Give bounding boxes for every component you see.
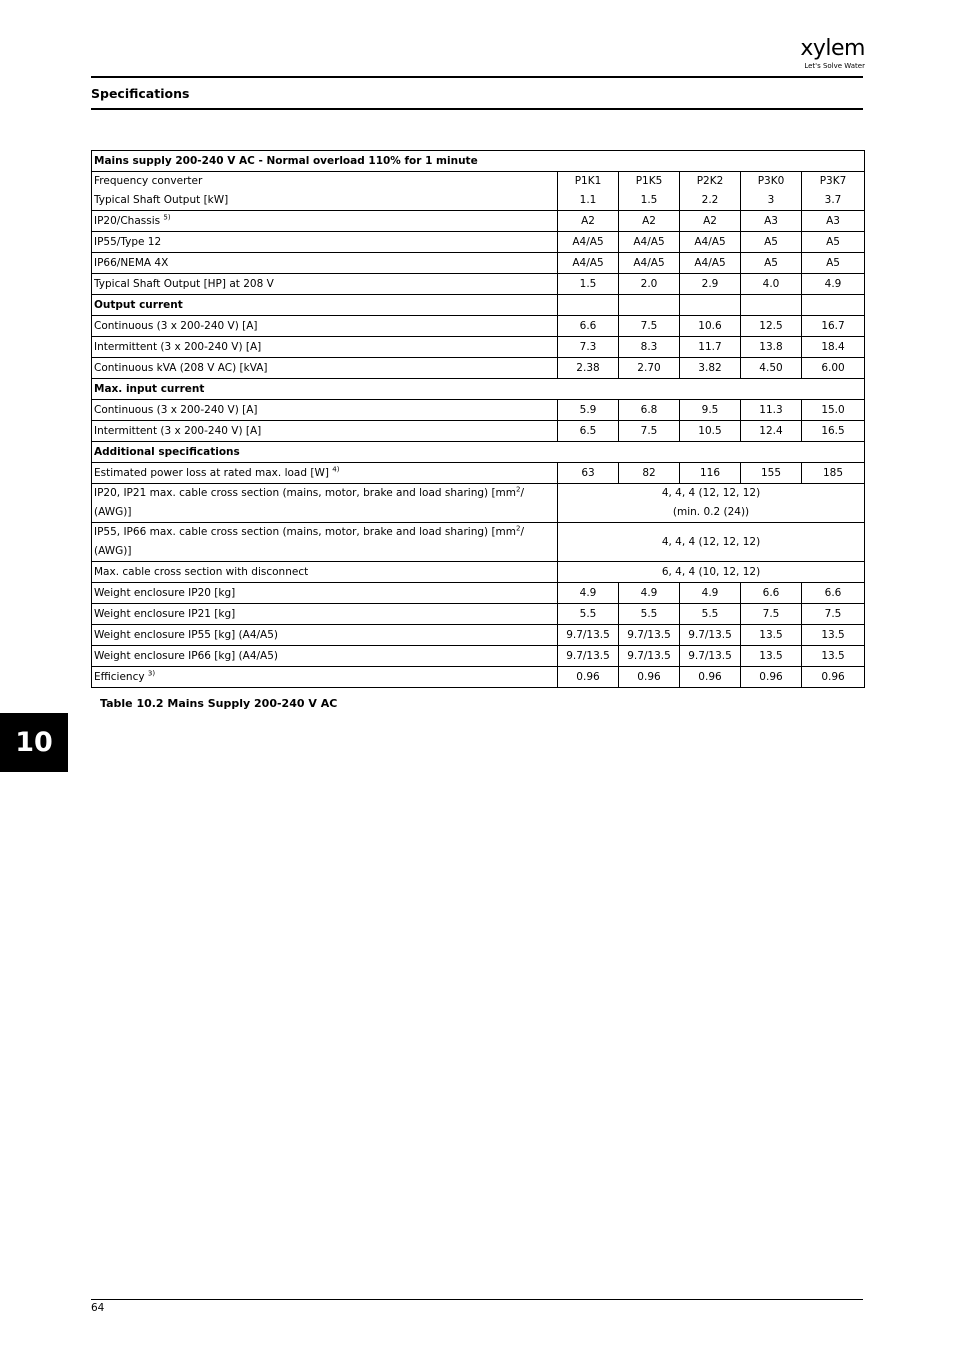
table-cell: 9.7/13.5 (619, 625, 680, 646)
table-cell: A5 (741, 253, 802, 274)
row-label: IP20/Chassis $^{5)}$ (92, 211, 558, 232)
table-row (92, 421, 865, 442)
header-rule-bottom (91, 108, 863, 110)
table-cell: A4/A5 (619, 232, 680, 253)
table-row (92, 583, 865, 604)
table-cell: 11.7 (680, 337, 741, 358)
row-label: Intermittent (3 x 200-240 V) [A] (92, 337, 558, 358)
table-cell: 0.96 (802, 667, 865, 688)
row-label: Continuous kVA (208 V AC) [kVA] (92, 358, 558, 379)
row-label: Weight enclosure IP20 [kg] (92, 583, 558, 604)
table-cell: 4.9 (558, 583, 619, 604)
table-cell: 9.7/13.5 (619, 646, 680, 667)
section-heading-row (92, 442, 865, 463)
table-title-row (92, 151, 865, 172)
table-cell: 13.5 (741, 646, 802, 667)
table-row (92, 463, 865, 484)
table-row (92, 358, 865, 379)
table-cell: 5.5 (680, 604, 741, 625)
row-label: IP55, IP66 max. cable cross section (mains, motor, brake and load sharing) [$mm^2/$ (AWG)] (92, 523, 558, 562)
table-cell: 13.5 (802, 646, 865, 667)
table-cell: 3.82 (680, 358, 741, 379)
table-cell: A3 (741, 211, 802, 232)
table-cell: 63 (558, 463, 619, 484)
table-cell: 6, 4, 4 (10, 12, 12) (558, 562, 865, 583)
table-cell: A5 (802, 253, 865, 274)
column-name: P1K1 (574, 175, 602, 187)
section-heading-output-current: Output current (92, 295, 558, 316)
table-cell: 0.96 (680, 667, 741, 688)
table-cell: 116 (680, 463, 741, 484)
table-cell: 16.7 (802, 316, 865, 337)
column-name: P3K0 (757, 175, 785, 187)
table-cell: 9.7/13.5 (558, 625, 619, 646)
row-label: Weight enclosure IP66 [kg] (A4/A5) (92, 646, 558, 667)
table-cell: 18.4 (802, 337, 865, 358)
table-cell: 6.6 (802, 583, 865, 604)
table-cell: A5 (741, 232, 802, 253)
column-header (741, 172, 802, 211)
section-heading-row (92, 295, 865, 316)
table-cell: A5 (802, 232, 865, 253)
table-row (92, 316, 865, 337)
row-label: Continuous (3 x 200-240 V) [A] (92, 400, 558, 421)
table-caption: Table 10.2 Mains Supply 200-240 V AC (100, 697, 338, 710)
column-name: P1K5 (635, 175, 663, 187)
row-label: IP55/Type 12 (92, 232, 558, 253)
row-label: Efficiency $^{3)}$ (92, 667, 558, 688)
table-cell: 4.0 (741, 274, 802, 295)
column-header (802, 172, 865, 211)
mains-supply-table (91, 150, 865, 688)
table-cell: 2.0 (619, 274, 680, 295)
table-row (92, 274, 865, 295)
table-cell: 2.9 (680, 274, 741, 295)
table-header-row (92, 172, 865, 211)
table-cell: 4.50 (741, 358, 802, 379)
table-cell: 2.70 (619, 358, 680, 379)
table-cell: 7.5 (741, 604, 802, 625)
table-cell: 13.8 (741, 337, 802, 358)
table-cell (619, 295, 680, 316)
table-cell: 7.5 (619, 421, 680, 442)
table-cell: 0.96 (558, 667, 619, 688)
table-cell: 9.7/13.5 (680, 646, 741, 667)
table-cell: 13.5 (741, 625, 802, 646)
table-cell: 82 (619, 463, 680, 484)
column-header (558, 172, 619, 211)
shaft-kw-value: 3.7 (824, 194, 842, 206)
table-cell: A2 (619, 211, 680, 232)
table-cell: 0.96 (619, 667, 680, 688)
table-row (92, 667, 865, 688)
table-cell: 7.5 (619, 316, 680, 337)
table-cell: 8.3 (619, 337, 680, 358)
page-number: 64 (91, 1302, 105, 1314)
shaft-kw-value: 1.1 (579, 194, 597, 206)
table-cell: 5.9 (558, 400, 619, 421)
table-cell: A3 (802, 211, 865, 232)
table-cell: 13.5 (802, 625, 865, 646)
table-row (92, 625, 865, 646)
table-row (92, 646, 865, 667)
column-name: P3K7 (819, 175, 847, 187)
label-typical-shaft-kw: Typical Shaft Output [kW] (94, 194, 229, 206)
table-cell: 185 (802, 463, 865, 484)
table-cell: 6.8 (619, 400, 680, 421)
table-cell: 4, 4, 4 (12, 12, 12) (558, 523, 865, 562)
section-title: Specifications (91, 86, 190, 101)
table-cell (802, 295, 865, 316)
row-label: Typical Shaft Output [HP] at 208 V (92, 274, 558, 295)
table-row (92, 211, 865, 232)
shaft-kw-value: 3 (767, 194, 775, 206)
table-cell: 6.5 (558, 421, 619, 442)
table-title: Mains supply 200-240 V AC - Normal overload 110% for 1 minute (92, 151, 865, 172)
row-label: IP20, IP21 max. cable cross section (mains, motor, brake and load sharing) [$mm^2/$ (AWG)] (92, 484, 558, 523)
table-row (92, 253, 865, 274)
row-label: Estimated power loss at rated max. load [W] $^{4)}$ (92, 463, 558, 484)
row-label: IP66/NEMA 4X (92, 253, 558, 274)
column-header (619, 172, 680, 211)
table-cell: 4, 4, 4 (12, 12, 12) (min. 0.2 (24)) (558, 484, 865, 523)
table-cell: 6.6 (558, 316, 619, 337)
column-name: P2K2 (696, 175, 724, 187)
table-cell: 4.9 (802, 274, 865, 295)
table-cell: A2 (680, 211, 741, 232)
header-rule-top (91, 76, 863, 78)
section-heading-row (92, 379, 865, 400)
table-cell: A4/A5 (558, 253, 619, 274)
table-cell: 9.7/13.5 (680, 625, 741, 646)
table-cell: 10.6 (680, 316, 741, 337)
logo-tagline: Let's Solve Water (804, 62, 865, 70)
table-cell (741, 295, 802, 316)
table-row (92, 604, 865, 625)
table-cell: 11.3 (741, 400, 802, 421)
table-cell (558, 295, 619, 316)
footer-rule (91, 1299, 863, 1300)
table-cell (680, 295, 741, 316)
table-row (92, 400, 865, 421)
section-heading-input-current: Max. input current (92, 379, 865, 400)
table-cell: 12.4 (741, 421, 802, 442)
table-cell: 9.7/13.5 (558, 646, 619, 667)
table-cell: A2 (558, 211, 619, 232)
xylem-logo (770, 36, 865, 72)
table-cell: 9.5 (680, 400, 741, 421)
table-cell: 0.96 (741, 667, 802, 688)
row-label: Intermittent (3 x 200-240 V) [A] (92, 421, 558, 442)
shaft-kw-value: 1.5 (640, 194, 658, 206)
shaft-kw-value: 2.2 (701, 194, 719, 206)
row-label: Max. cable cross section with disconnect (92, 562, 558, 583)
table-cell: 6.6 (741, 583, 802, 604)
table-cell: A4/A5 (680, 232, 741, 253)
row-label: Continuous (3 x 200-240 V) [A] (92, 316, 558, 337)
table-row (92, 337, 865, 358)
table-cell: 1.5 (558, 274, 619, 295)
table-cell: 7.3 (558, 337, 619, 358)
table-row (92, 484, 865, 523)
row-label (92, 172, 558, 211)
table-cell: 12.5 (741, 316, 802, 337)
table-row (92, 562, 865, 583)
table-row (92, 523, 865, 562)
table-cell: 2.38 (558, 358, 619, 379)
row-label: Weight enclosure IP55 [kg] (A4/A5) (92, 625, 558, 646)
section-heading-additional: Additional specifications (92, 442, 865, 463)
table-cell: 5.5 (558, 604, 619, 625)
label-frequency-converter: Frequency converter (94, 175, 203, 187)
table-cell: 5.5 (619, 604, 680, 625)
table-cell: A4/A5 (619, 253, 680, 274)
table-cell: 15.0 (802, 400, 865, 421)
row-label: Weight enclosure IP21 [kg] (92, 604, 558, 625)
table-cell: 6.00 (802, 358, 865, 379)
table-cell: 155 (741, 463, 802, 484)
chapter-tab: 10 (0, 713, 68, 772)
logo-wordmark: xylem (800, 36, 865, 61)
table-cell: 10.5 (680, 421, 741, 442)
table-row (92, 232, 865, 253)
table-cell: 4.9 (680, 583, 741, 604)
table-cell: 7.5 (802, 604, 865, 625)
column-header (680, 172, 741, 211)
table-cell: A4/A5 (680, 253, 741, 274)
table-cell: 16.5 (802, 421, 865, 442)
table-cell: 4.9 (619, 583, 680, 604)
table-cell: A4/A5 (558, 232, 619, 253)
